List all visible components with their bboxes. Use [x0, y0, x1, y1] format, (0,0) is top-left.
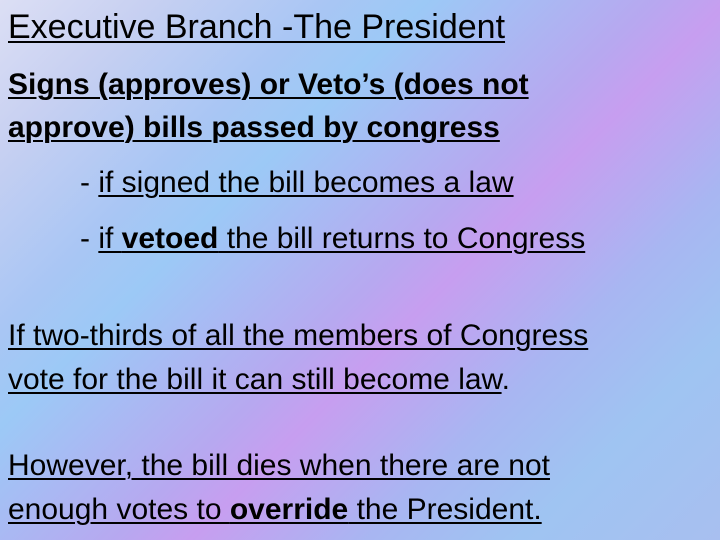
bullet-dash: - — [80, 166, 99, 199]
bullet-dash: - — [80, 222, 99, 255]
bullet-vetoed-pre: if — [98, 222, 122, 255]
bullet-vetoed — [80, 224, 585, 254]
paragraph-2-line-1: However, the bill dies when there are not — [8, 449, 550, 482]
bullet-vetoed-bold: vetoed — [121, 222, 219, 255]
bullet-vetoed-text — [98, 222, 585, 255]
paragraph-2-line-2 — [8, 495, 542, 525]
paragraph-1-line-1: If two-thirds of all the members of Congress — [8, 319, 589, 352]
bullet-vetoed-post: the bill returns to Congress — [218, 222, 586, 255]
slide-title: Executive Branch -The President — [8, 8, 506, 46]
subheading-line-2: approve) bills passed by congress — [8, 111, 500, 144]
paragraph-2-line-2-bold: override — [229, 493, 349, 526]
bullet-signed-text: if signed the bill becomes a law — [98, 166, 514, 199]
paragraph-2-line-2-post: the President. — [348, 493, 542, 526]
paragraph-1-line-2 — [8, 365, 510, 395]
paragraph-1-period: . — [501, 363, 510, 396]
bullet-signed — [80, 168, 514, 198]
paragraph-1-line-2-text: vote for the bill it can still become law — [8, 363, 502, 396]
paragraph-2-line-2-pre: enough votes to — [8, 493, 230, 526]
subheading-line-1: Signs (approves) or Veto’s (does not — [8, 68, 529, 101]
